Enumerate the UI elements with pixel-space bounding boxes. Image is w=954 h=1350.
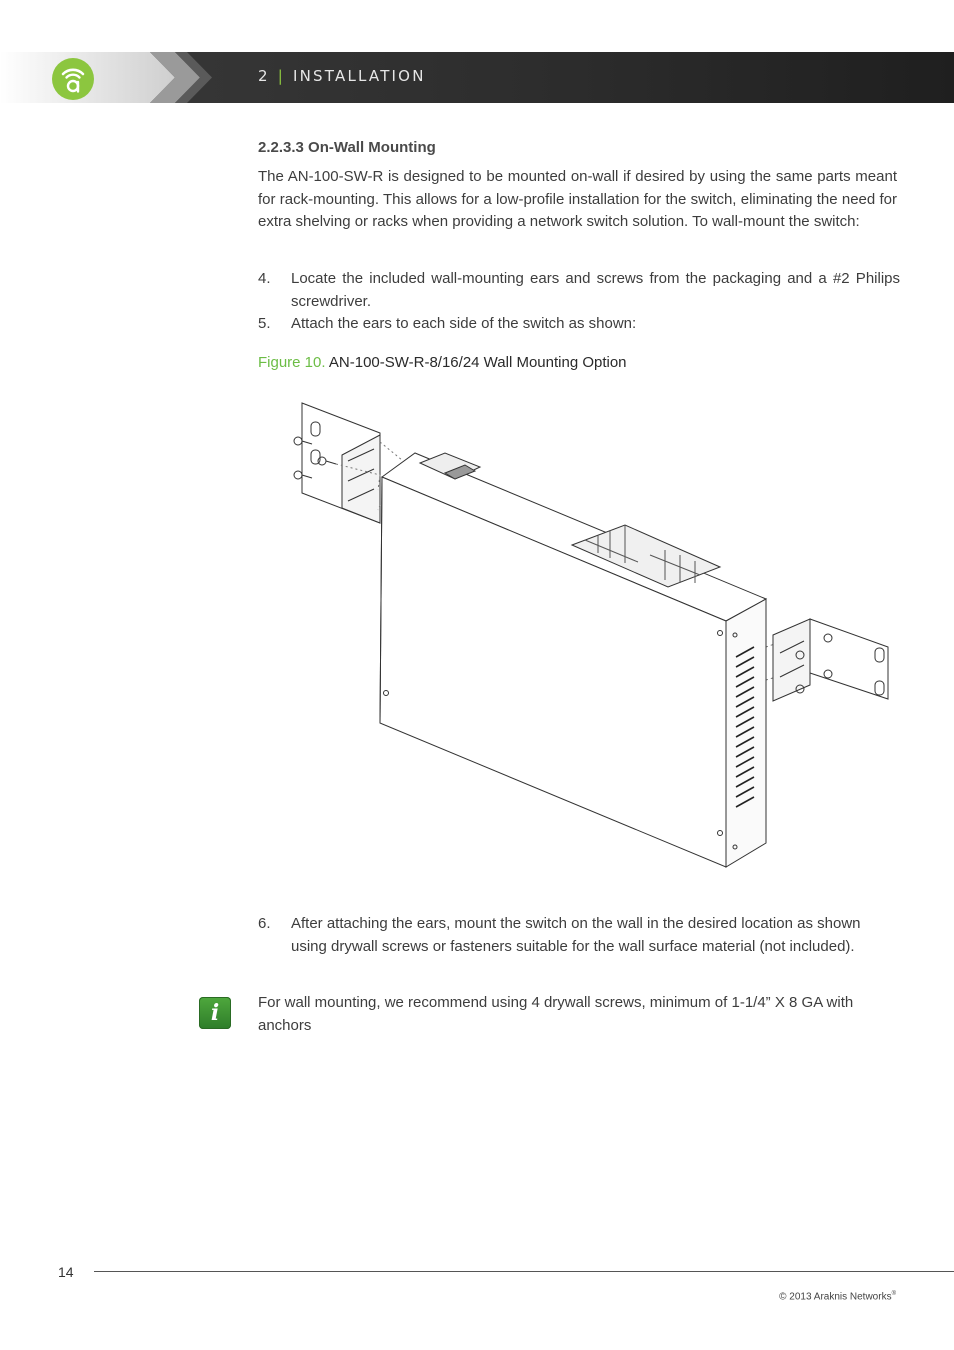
note-text: For wall mounting, we recommend using 4 drywall screws, minimum of 1-1/4” X 8 GA with anchors	[258, 994, 854, 1034]
footer-divider	[94, 1271, 954, 1272]
araknis-logo-icon	[51, 57, 95, 101]
step-text: Attach the ears to each side of the switch as shown:	[291, 315, 637, 332]
page-number: 14	[58, 1264, 74, 1280]
list-item	[258, 913, 900, 958]
list-item	[258, 313, 900, 336]
figure-caption	[258, 354, 627, 371]
trademark-symbol: ®	[891, 1291, 896, 1297]
step-number: 5.	[258, 315, 271, 332]
copyright-text: © 2013 Araknis Networks	[779, 1291, 892, 1303]
info-icon	[199, 997, 231, 1029]
chapter-title: INSTALLATION	[293, 67, 426, 85]
chapter-heading	[258, 67, 426, 85]
figure-title: AN-100-SW-R-8/16/24 Wall Mounting Option	[328, 354, 627, 371]
header-band	[0, 52, 954, 103]
step-number: 4.	[258, 270, 271, 287]
info-icon-glyph: i	[210, 1000, 220, 1026]
intro-paragraph: The AN-100-SW-R is designed to be mounted on-wall if desired by using the same parts meant for rack-mounting. This allows for a low-profile installation for the switch, eliminating the need for extra shelving or racks when providing a network switch solution. To wall-mount the switch:	[258, 168, 897, 230]
chapter-number: 2	[258, 67, 270, 85]
step-number: 6.	[258, 915, 271, 932]
section-title: 2.2.3.3 On-Wall Mounting	[258, 139, 436, 156]
step-text: Locate the included wall-mounting ears and screws from the packaging and a #2 Philips screwdriver.	[291, 270, 900, 310]
wall-mounting-diagram	[280, 395, 900, 875]
list-item	[258, 268, 900, 313]
right-mounting-ear	[773, 619, 888, 701]
copyright-notice	[779, 1291, 896, 1302]
network-switch	[380, 453, 766, 867]
chapter-separator: |	[277, 67, 286, 85]
figure-label: Figure 10.	[258, 354, 326, 371]
step-text: After attaching the ears, mount the switch on the wall in the desired location as shown using drywall screws or fasteners suitable for the wall surface material (not included).	[291, 915, 861, 955]
left-mounting-ear	[302, 403, 380, 523]
